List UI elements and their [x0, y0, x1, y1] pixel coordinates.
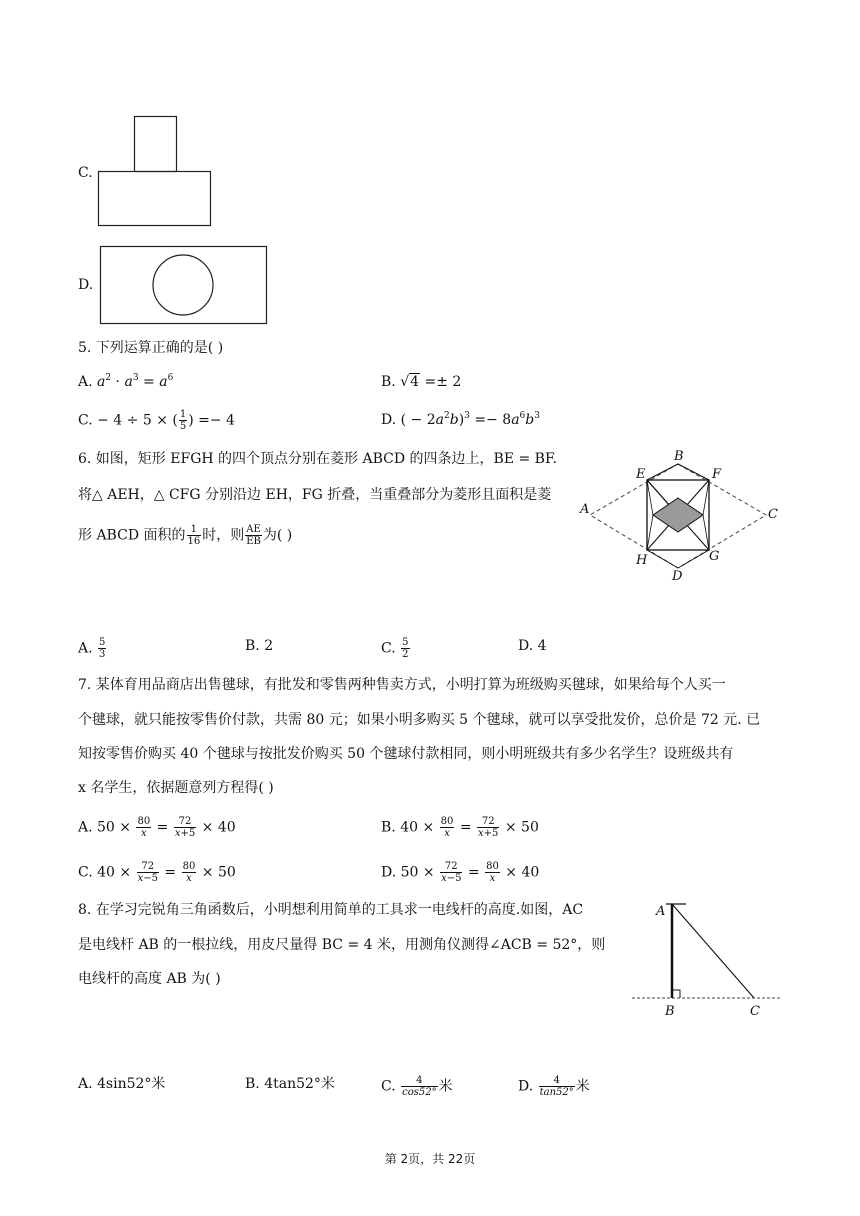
q8-line1: 8. 在学习完锐角三角函数后，小明想利用简单的工具求一电线杆的高度.如图，AC	[78, 902, 584, 918]
q5-stem: 5. 下列运算正确的是( )	[78, 340, 224, 356]
q6-option-d: D. 4	[518, 638, 547, 654]
q6-option-b: B. 2	[245, 638, 274, 654]
q6-fig-label-a: A	[580, 502, 590, 517]
q7-line4: x 名学生，依据题意列方程得( )	[78, 780, 274, 796]
q7-option-a: A. 50 × $\frac{80}{x}$ = $\frac{72}{x+5}$ × 40	[78, 816, 236, 839]
q6-figure	[578, 446, 784, 586]
q7-option-b: B. 40 × $\frac{80}{x}$ = $\frac{72}{x+5}$ × 50	[381, 816, 539, 839]
q8-option-c: C. $\frac{4}{\cos 52^\circ}$ 米	[381, 1075, 453, 1098]
q8-figure	[632, 898, 782, 1020]
q5-option-d: D. ( − $2a^2b)^3 =- 8a^6b^3$	[381, 411, 540, 428]
q8-line3: 电线杆的高度 AB 为( )	[78, 971, 221, 987]
q5-option-b: B. √4 =± 2	[381, 374, 462, 390]
q7-line2: 个毽球，就只能按零售价付款，共需 80 元；如果小明多购买 5 个毽球，就可以享受批发价，总价是 72 元. 已	[78, 712, 761, 728]
q5-option-c: C. − 4 ÷ 5 × ( $\frac{1}{5}$ ) =− 4	[78, 409, 235, 432]
q8-option-b: B. 4tan52°米	[245, 1076, 335, 1092]
q8-line2: 是电线杆 AB 的一根拉线，用皮尺量得 BC = 4 米，用测角仪测得∠ACB = 52°，则	[78, 937, 606, 953]
q7-option-c: C. 40 × $\frac{72}{x-5}$ = $\frac{80}{x}$ × 50	[78, 861, 236, 884]
q8-fig-label-a: A	[656, 904, 666, 919]
q4-option-c-label: C.	[78, 165, 93, 181]
q7-line3: 知按零售价购买 40 个毽球与按批发价购买 50 个毽球付款相同，则小明班级共有多少名学生？设班级共有	[78, 746, 734, 762]
q6-line2: 将△ AEH，△ CFG 分别沿边 EH，FG 折叠，当重叠部分为菱形且面积是菱	[78, 487, 552, 503]
q8-fig-label-c: C	[750, 1004, 760, 1019]
q4-option-c-figure	[96, 115, 214, 228]
page-footer: 第 2页，共 22页	[384, 1152, 476, 1166]
q6-fig-label-d: D	[672, 569, 683, 584]
q5-option-a: A. $a^2 \cdot a^3 = a^6$	[78, 373, 174, 390]
q6-line1: 6. 如图，矩形 EFGH 的四个顶点分别在菱形 ABCD 的四条边上，BE = BF.	[78, 451, 557, 467]
q6-option-c: C. $\frac{5}{2}$	[381, 637, 409, 660]
q8-fig-label-b: B	[665, 1004, 675, 1019]
q8-option-a: A. 4sin52°米	[78, 1076, 166, 1092]
q6-fig-label-c: C	[768, 507, 778, 522]
q6-fig-label-e: E	[636, 467, 646, 482]
q6-fig-label-f: F	[712, 467, 722, 482]
q7-line1: 7. 某体育用品商店出售毽球，有批发和零售两种售卖方式，小明打算为班级购买毽球，如果给每个人买一	[78, 677, 726, 693]
q6-option-a: A. $\frac{5}{3}$	[78, 637, 106, 660]
q8-option-d: D. $\frac{4}{\tan 52^\circ}$ 米	[518, 1075, 590, 1098]
q7-option-d: D. 50 × $\frac{72}{x-5}$ = $\frac{80}{x}$ × 40	[381, 861, 540, 884]
q6-fig-label-b: B	[674, 449, 684, 464]
q4-option-d-figure	[100, 245, 268, 326]
q6-line3: 形 ABCD 面积的 $\frac{1}{16}$ 时，则 $\frac{AE}{EB}$ 为( )	[78, 524, 293, 547]
q6-fig-label-g: G	[709, 549, 720, 564]
q6-fig-label-h: H	[636, 553, 648, 568]
q4-option-d-label: D.	[78, 277, 94, 293]
